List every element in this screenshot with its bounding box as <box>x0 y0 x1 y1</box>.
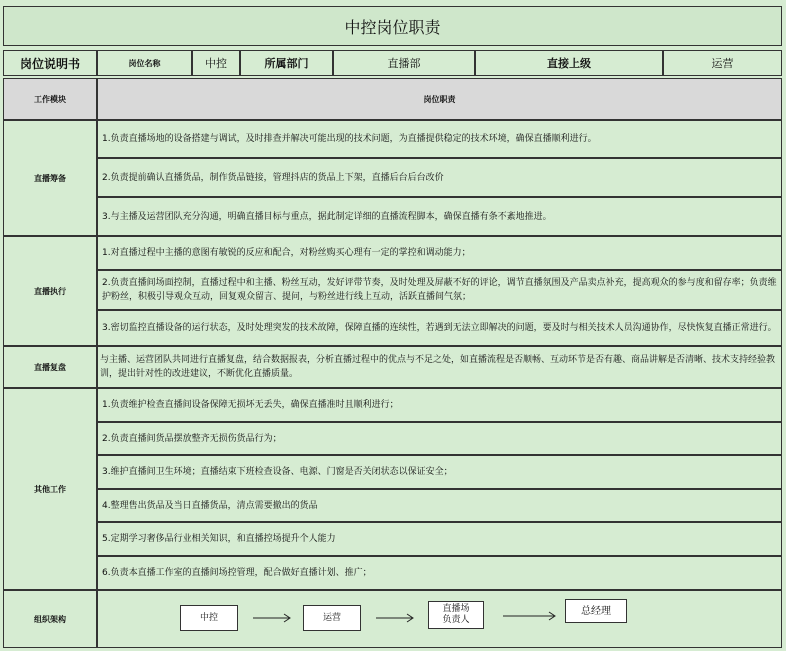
duty-row: 1.负责维护检查直播间设备保障无损坏无丢失，确保直播准时且顺利进行； <box>97 388 782 422</box>
duty-row: 2.负责直播间场面控制，直播过程中和主播、粉丝互动，发好评带节奏，及时处理及屏蔽不好的评论，调节直播氛围及产品卖点补充，提高观众的参与度和留存率；负责维护粉丝，积极引导观众互动，回复观众留言、提问，与粉丝进行线上互动，活跃直播间气氛； <box>97 270 782 310</box>
duty-row: 2.负责提前确认直播货品，制作货品链接，管理抖店的货品上下架，直播后台后台改价 <box>97 158 782 197</box>
position-name-label: 岗位名称 <box>97 50 192 76</box>
duty-row: 1.对直播过程中主播的意图有敏锐的反应和配合，对粉丝购买心理有一定的掌控和调动能力； <box>97 236 782 270</box>
org-chart <box>97 590 782 648</box>
module-column-header: 工作模块 <box>3 78 97 120</box>
superior-value: 运营 <box>663 50 782 76</box>
department-value: 直播部 <box>333 50 475 76</box>
arrow-right-icon <box>503 611 558 621</box>
module-review: 直播复盘 <box>3 346 97 388</box>
module-execution: 直播执行 <box>3 236 97 346</box>
duty-row: 3.维护直播间卫生环境；直播结束下班检查设备、电源、门窗是否关闭状态以保证安全； <box>97 455 782 489</box>
org-label: 组织架构 <box>3 590 97 648</box>
page-title: 中控岗位职责 <box>3 6 782 46</box>
duty-row: 6.负责本直播工作室的直播间场控管理，配合做好直播计划、推广； <box>97 556 782 590</box>
superior-label: 直接上级 <box>475 50 663 76</box>
doc-label: 岗位说明书 <box>3 50 97 76</box>
department-label: 所属部门 <box>240 50 333 76</box>
duties-column-header: 岗位职责 <box>97 78 782 120</box>
duty-row: 2.负责直播间货品摆放整齐无损伤货品行为； <box>97 422 782 455</box>
module-prep: 直播筹备 <box>3 120 97 236</box>
duty-row: 1.负责直播场地的设备搭建与调试，及时排查并解决可能出现的技术问题，为直播提供稳定的技术环境，确保直播顺利进行。 <box>97 120 782 158</box>
org-node-gm: 总经理 <box>565 599 627 623</box>
duty-row: 3.密切监控直播设备的运行状态，及时处理突发的技术故障，保障直播的连续性，若遇到无法立即解决的问题，要及时与相关技术人员沟通协作，尽快恢复直播正常进行。 <box>97 310 782 346</box>
arrow-right-icon <box>376 613 416 623</box>
org-node-zhongkong: 中控 <box>180 605 238 631</box>
duty-row: 4.整理售出货品及当日直播货品，清点需要撤出的货品 <box>97 489 782 522</box>
duty-row: 5.定期学习奢侈品行业相关知识，和直播控场提升个人能力 <box>97 522 782 556</box>
duty-row: 3.与主播及运营团队充分沟通，明确直播目标与重点，据此制定详细的直播流程脚本，确保直播有条不紊地推进。 <box>97 197 782 236</box>
position-name-value: 中控 <box>192 50 240 76</box>
arrow-right-icon <box>253 613 293 623</box>
org-node-yunying: 运营 <box>303 605 361 631</box>
duty-row: 与主播、运营团队共同进行直播复盘，结合数据报表，分析直播过程中的优点与不足之处，如直播流程是否顺畅、互动环节是否有趣、商品讲解是否清晰、技术支持经验教训，提出针对性的改进建议，不断优化直播质量。 <box>97 346 782 388</box>
module-other: 其他工作 <box>3 388 97 590</box>
org-node-manager: 直播场 负责人 <box>428 601 484 629</box>
